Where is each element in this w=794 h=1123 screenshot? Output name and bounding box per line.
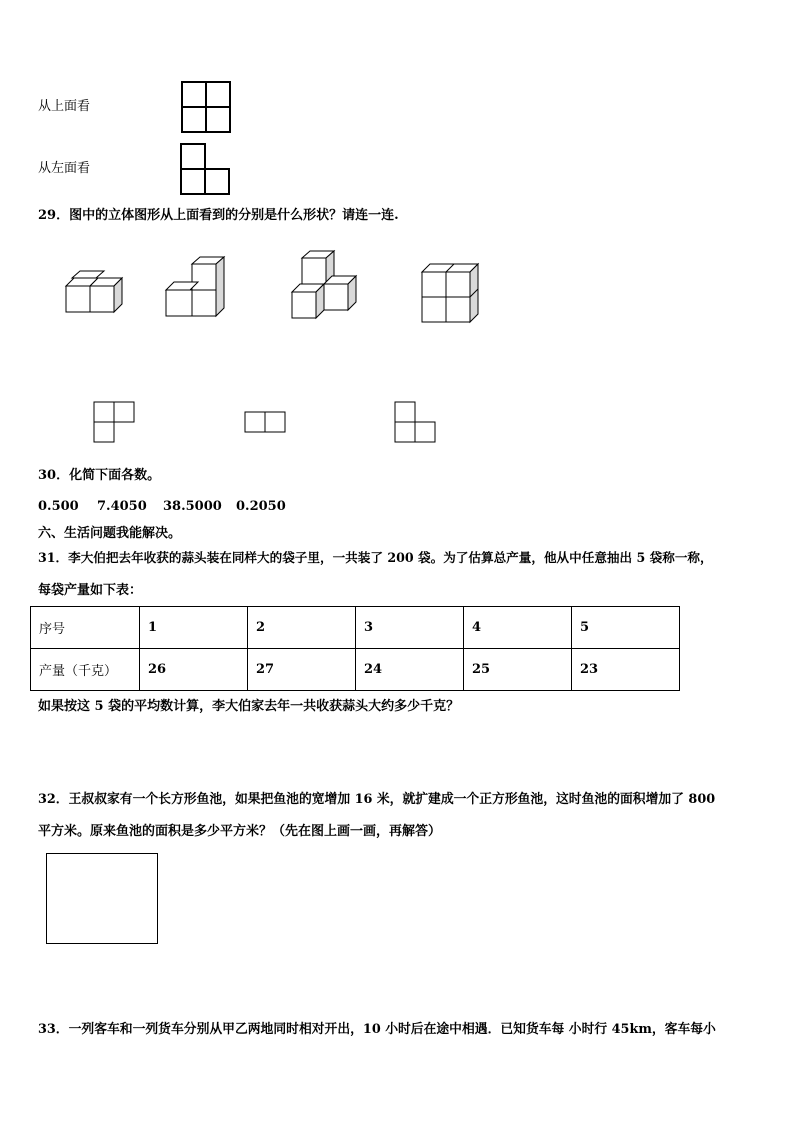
section-6-title: 六、生活问题我能解决。 xyxy=(38,526,182,541)
table-header-cell: 产量（千克） xyxy=(31,649,140,691)
q32-line-2: 平方米。原来鱼池的面积是多少平方米？（先在图上画一画，再解答） xyxy=(38,824,442,839)
table-header-cell: 序号 xyxy=(31,607,140,649)
solid-figure-2 xyxy=(164,256,228,318)
q32-line-1: 32．王叔叔家有一个长方形鱼池，如果把鱼池的宽增加 16 米，就扩建成一个正方形鱼池，这时鱼池的面积增加了 800 xyxy=(38,792,716,807)
q30-number-3: 38.5000 xyxy=(163,499,222,514)
q31-question: 如果按这 5 袋的平均数计算，李大伯家去年一共收获蒜头大约多少千克？ xyxy=(38,699,460,714)
plane-view-2 xyxy=(244,411,286,433)
table-cell: 27 xyxy=(248,649,356,691)
solid-figure-1 xyxy=(64,270,128,314)
table-row xyxy=(31,649,680,691)
q33-line-1: 33．一列客车和一列货车分别从甲乙两地同时相对开出，10 小时后在途中相遇．已知货车每 小时行 45km，客车每小 xyxy=(38,1022,716,1037)
table-cell: 1 xyxy=(140,607,248,649)
table-cell: 24 xyxy=(356,649,464,691)
q30-text: 30．化简下面各数。 xyxy=(38,468,161,483)
table-cell: 25 xyxy=(464,649,572,691)
table-cell: 4 xyxy=(464,607,572,649)
q30-number-4: 0.2050 xyxy=(236,499,286,514)
view-label-top: 从上面看 xyxy=(38,99,91,114)
q30-number-2: 7.4050 xyxy=(97,499,147,514)
view-label-left: 从左面看 xyxy=(38,161,91,176)
table-cell: 2 xyxy=(248,607,356,649)
left-view-figure xyxy=(180,143,230,195)
q31-line-2: 每袋产量如下表： xyxy=(38,583,143,598)
table-cell: 3 xyxy=(356,607,464,649)
production-table xyxy=(30,606,680,691)
plane-view-3 xyxy=(394,401,436,443)
solid-figure-4 xyxy=(420,262,484,326)
table-cell: 5 xyxy=(572,607,680,649)
q31-line-1: 31．李大伯把去年收获的蒜头装在同样大的袋子里，一共装了 200 袋。为了估算总产量，他从中任意抽出 5 袋称一称， xyxy=(38,550,713,565)
solid-figure-3 xyxy=(290,250,362,320)
fish-pond-rectangle xyxy=(46,853,158,944)
table-cell: 23 xyxy=(572,649,680,691)
q29-text: 29．图中的立体图形从上面看到的分别是什么形状？请连一连. xyxy=(38,208,399,223)
plane-view-1 xyxy=(93,401,135,443)
table-row xyxy=(31,607,680,649)
table-cell: 26 xyxy=(140,649,248,691)
q30-number-1: 0.500 xyxy=(38,499,79,514)
top-view-figure xyxy=(181,81,231,133)
